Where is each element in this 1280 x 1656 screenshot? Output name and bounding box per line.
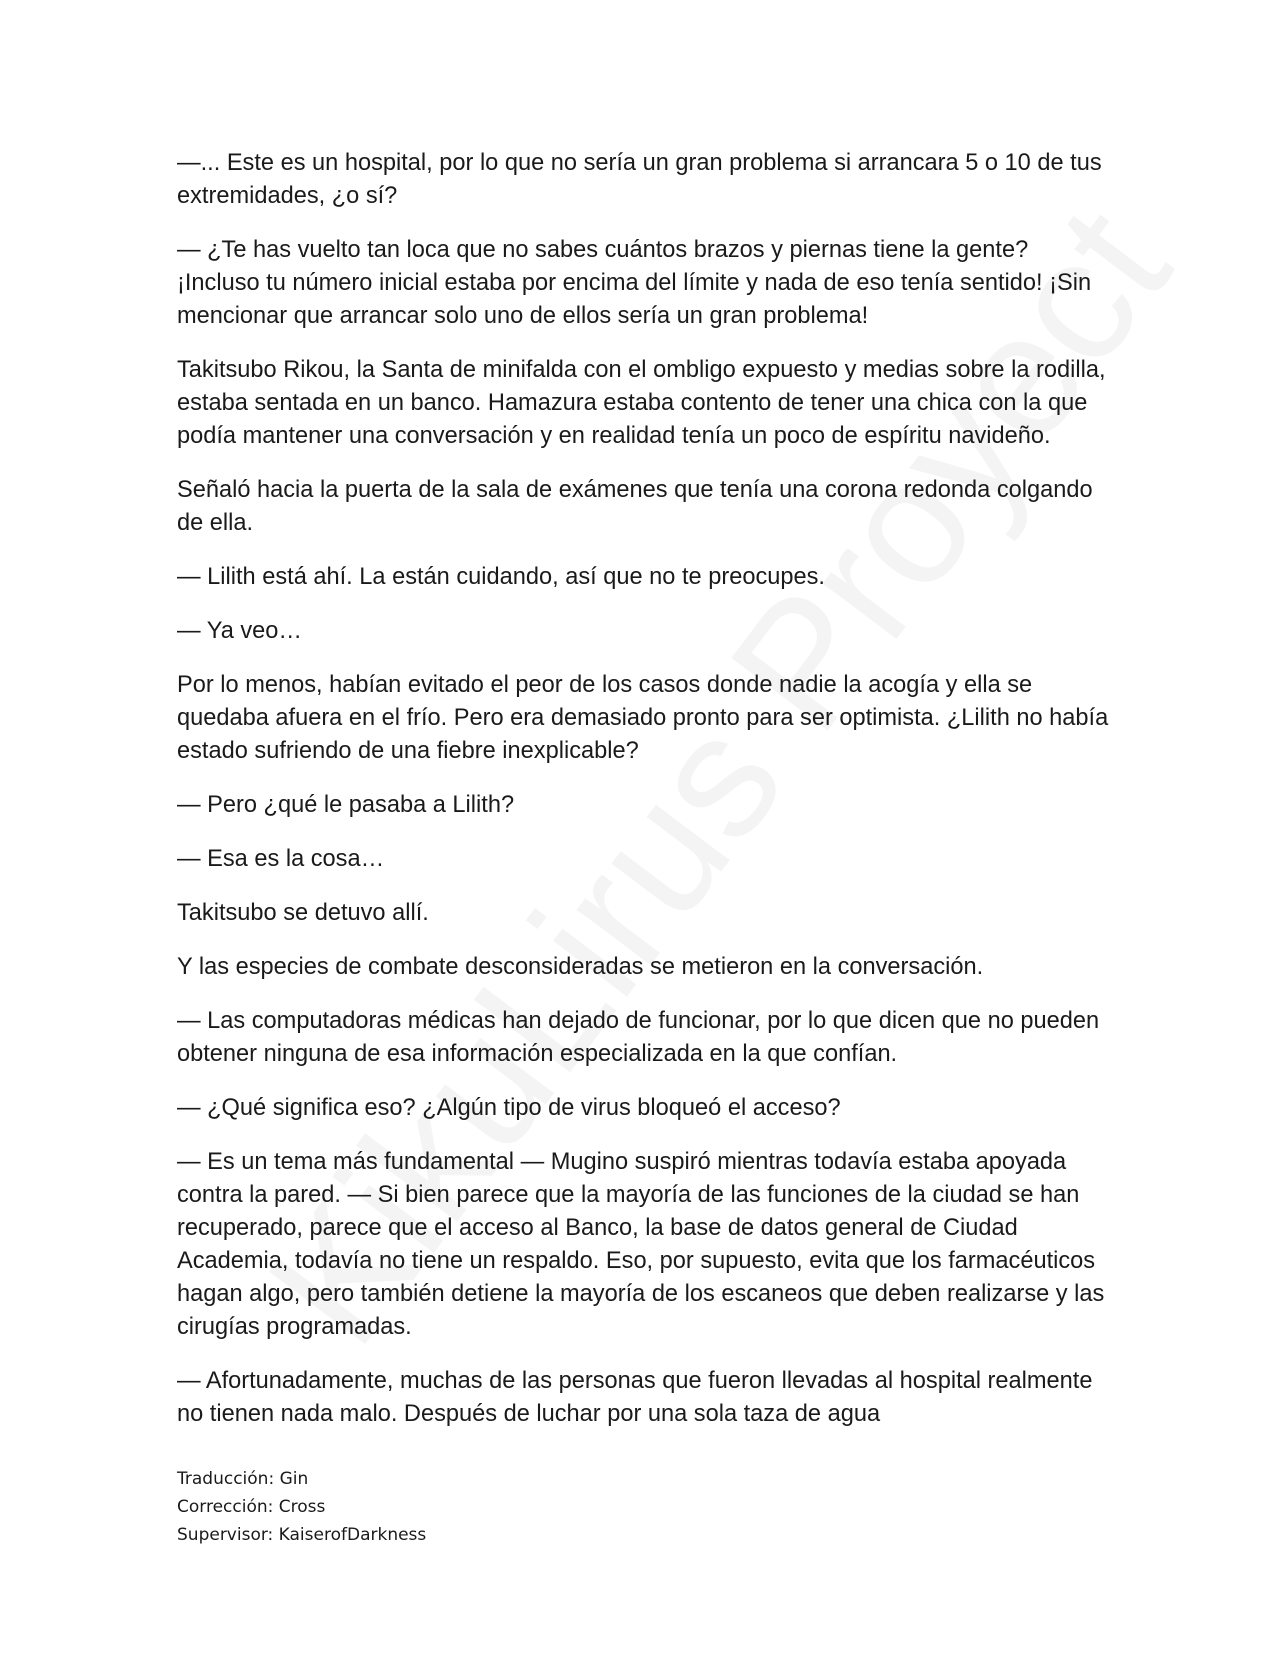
credit-supervisor: Supervisor: KaiserofDarkness: [177, 1525, 427, 1545]
paragraph: — ¿Te has vuelto tan loca que no sabes cuántos brazos y piernas tiene la gente? ¡Incluso tu número inicial estaba por encima del límite y nada de eso tenía sentido! ¡Sin mencionar que arrancar solo uno de ellos sería un gran problema!: [177, 237, 1092, 329]
paragraph: — Lilith está ahí. La están cuidando, así que no te preocupes.: [177, 564, 825, 590]
paragraph: Señaló hacia la puerta de la sala de exámenes que tenía una corona redonda colgando de ella.: [177, 477, 1093, 536]
credits: [177, 1465, 426, 1549]
paragraph: — Ya veo…: [177, 618, 303, 644]
paragraph: — Esa es la cosa…: [177, 846, 385, 872]
paragraph: — Afortunadamente, muchas de las personas que fueron llevadas al hospital realmente no tienen nada malo. Después de luchar por una sola taza de agua: [177, 1368, 1093, 1427]
paragraph: — Las computadoras médicas han dejado de funcionar, por lo que dicen que no pueden obtener ninguna de esa información especializada en la que confían.: [177, 1008, 1100, 1067]
paragraph: Por lo menos, habían evitado el peor de los casos donde nadie la acogía y ella se quedaba afuera en el frío. Pero era demasiado pronto para ser optimista. ¿Lilith no había estado sufriendo de una fiebre inexplicable?: [177, 672, 1109, 764]
paragraph: — ¿Qué significa eso? ¿Algún tipo de virus bloqueó el acceso?: [177, 1095, 841, 1121]
paragraph: —... Este es un hospital, por lo que no sería un gran problema si arrancara 5 o 10 de tus extremidades, ¿o sí?: [177, 150, 1102, 209]
credit-correction: Corrección: Cross: [177, 1497, 326, 1517]
credit-translation: Traducción: Gin: [177, 1469, 309, 1489]
paragraph: Y las especies de combate desconsideradas se metieron en la conversación.: [177, 954, 984, 980]
paragraph: — Pero ¿qué le pasaba a Lilith?: [177, 792, 515, 818]
paragraph: — Es un tema más fundamental — Mugino suspiró mientras todavía estaba apoyada contra la pared. — Si bien parece que la mayoría de las funciones de la ciudad se han recuperado, parece que el acceso al Banco, la base de datos general de Ciudad Academia, todavía no tiene un respaldo. Eso, por supuesto, evita que los farmacéuticos hagan algo, pero también detiene la mayoría de los escaneos que deben realizarse y las cirugías programadas.: [177, 1149, 1105, 1340]
paragraph: Takitsubo Rikou, la Santa de minifalda con el ombligo expuesto y medias sobre la rodilla, estaba sentada en un banco. Hamazura estaba contento de tener una chica con la que podía mantener una conversación y en realidad tenía un poco de espíritu navideño.: [177, 357, 1106, 449]
body-text: [177, 147, 1117, 1431]
paragraph: Takitsubo se detuvo allí.: [177, 900, 429, 926]
